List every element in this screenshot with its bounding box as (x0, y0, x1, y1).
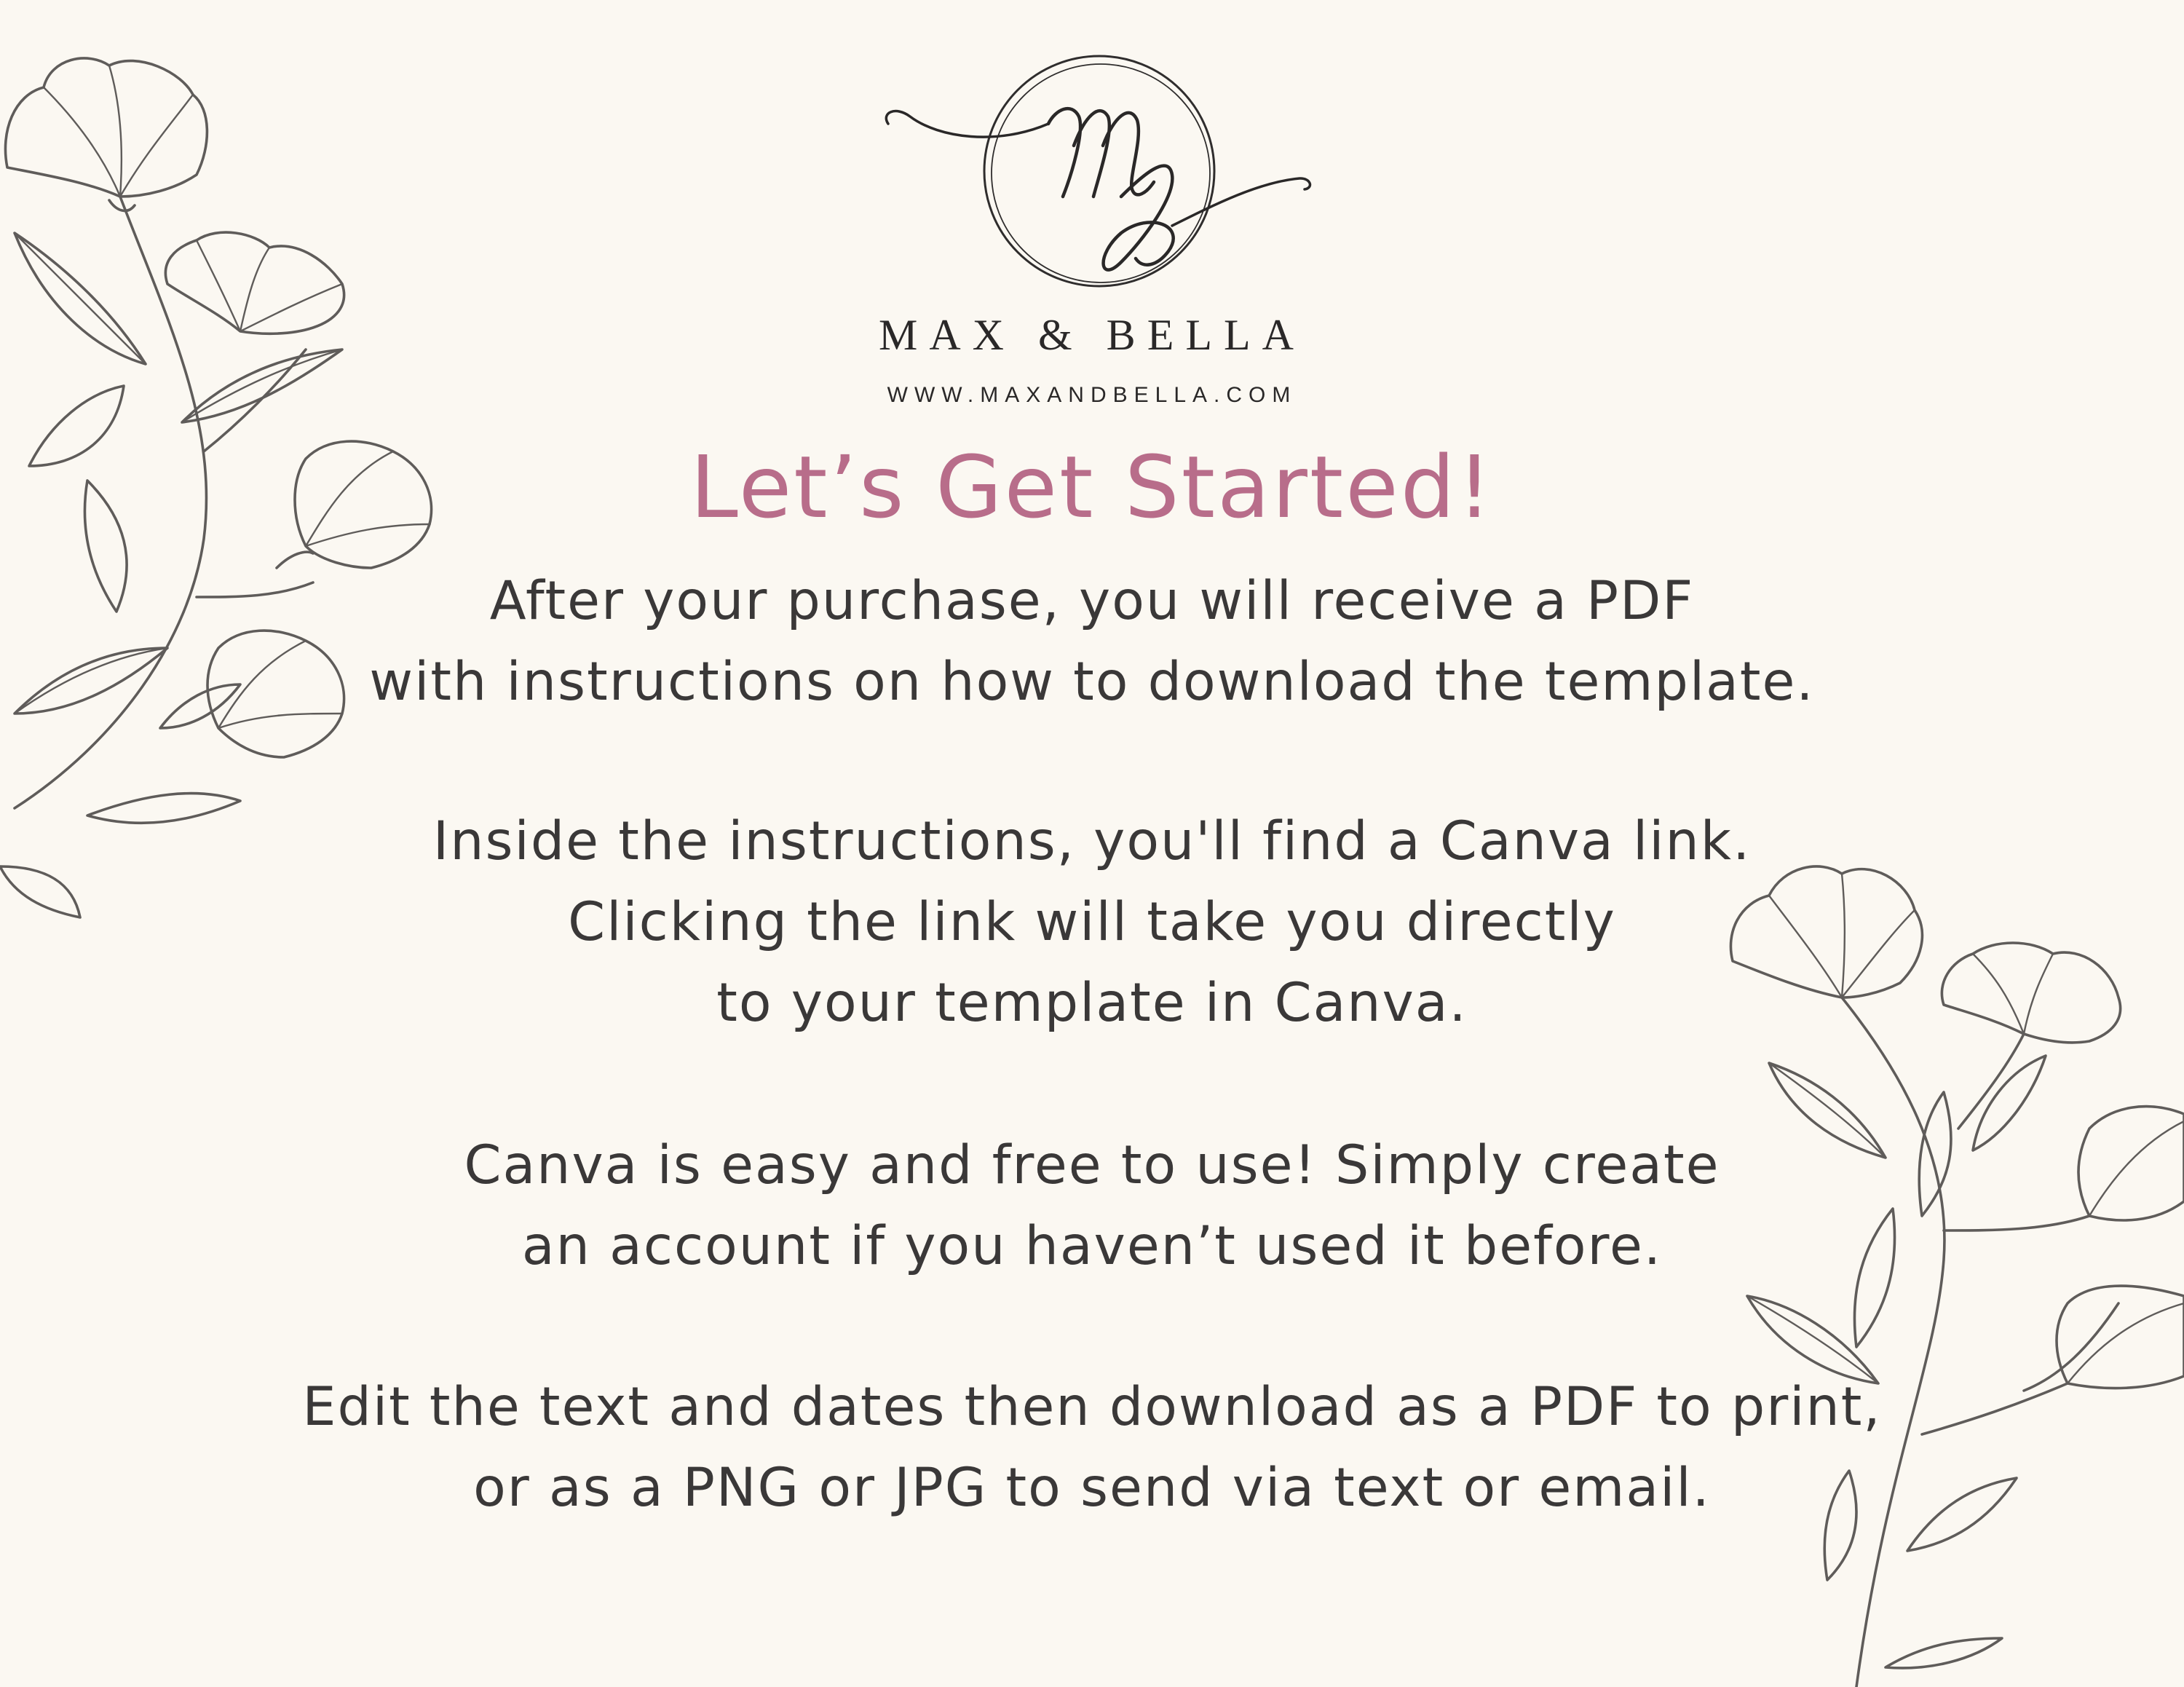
paragraph-line: After your purchase, you will receive a PDF (489, 570, 1695, 632)
paragraph-line: an account if you haven’t used it before. (521, 1215, 1663, 1277)
paragraph-purchase (182, 561, 2002, 722)
paragraph-line: Inside the instructions, you'll find a Canva link. (432, 810, 1752, 872)
paragraph-line: Edit the text and dates then download as a PDF to print, (302, 1376, 1882, 1438)
paragraph-edit-download (182, 1367, 2002, 1528)
brand-name: MAX & BELLA (879, 311, 1305, 359)
paragraph-line: or as a PNG or JPG to send via text or email. (473, 1457, 1711, 1519)
page-heading: Let’s Get Started! (690, 437, 1494, 537)
brand-monogram-logo (881, 51, 1318, 299)
paragraph-line: Canva is easy and free to use! Simply create (464, 1134, 1720, 1196)
paragraph-line: with instructions on how to download the template. (369, 651, 1815, 713)
paragraph-line: Clicking the link will take you directly (568, 891, 1616, 953)
paragraph-canva-account (182, 1125, 2002, 1287)
paragraph-canva-link (182, 801, 2002, 1043)
paragraph-line: to your template in Canva. (716, 972, 1468, 1034)
brand-website[interactable]: WWW.MAXANDBELLA.COM (887, 383, 1297, 407)
